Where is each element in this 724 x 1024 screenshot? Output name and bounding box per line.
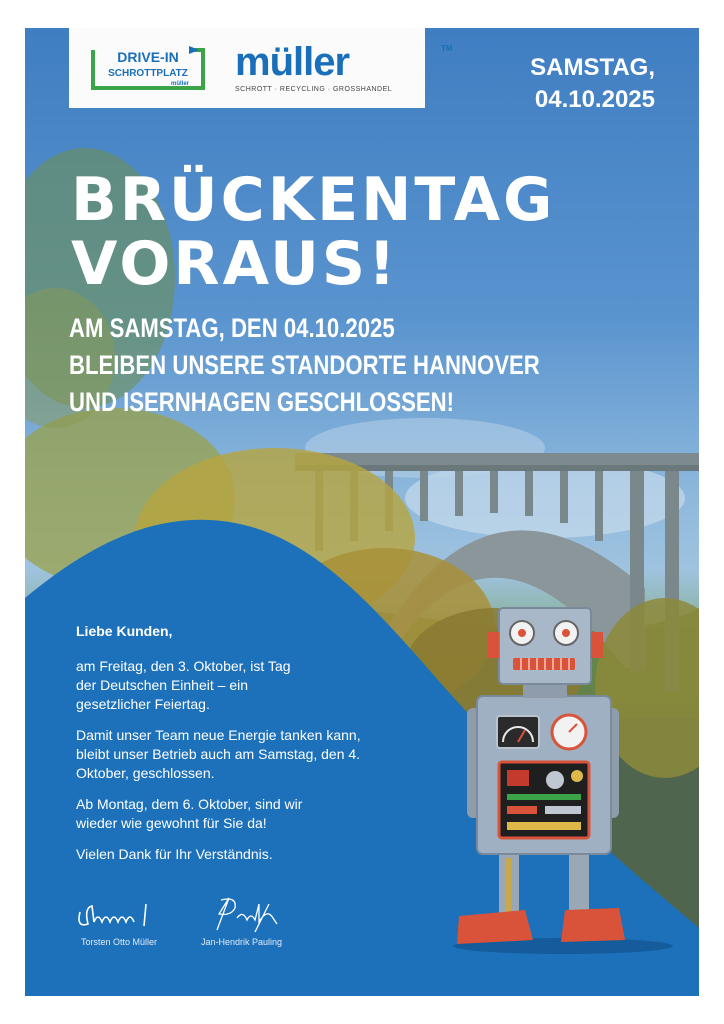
logo-box bbox=[69, 28, 453, 108]
signature-1 bbox=[74, 898, 164, 932]
subhead-line1: AM SAMSTAG, DEN 04.10.2025 bbox=[69, 313, 395, 343]
date-weekday: SAMSTAG, bbox=[530, 54, 655, 81]
headline-line1: BRÜCKENTAG bbox=[71, 165, 556, 235]
mueller-logo: müller bbox=[235, 40, 350, 84]
headline bbox=[71, 165, 556, 299]
mueller-tagline: SCHROTT · RECYCLING · GROSSHANDEL bbox=[235, 86, 393, 93]
schrottplatz-text: SCHROTTPLATZ bbox=[108, 68, 188, 79]
date-value: 04.10.2025 bbox=[534, 86, 655, 113]
subheadline bbox=[69, 310, 659, 421]
poster bbox=[25, 28, 699, 996]
drive-in-text: DRIVE-IN bbox=[117, 49, 179, 65]
letter-paragraph-2: Damit unser Team neue Energie tanken kann, bleibt unser Betrieb auch am Samstag, den 4. Oktober, geschlossen. bbox=[76, 727, 361, 781]
signer-1-name: Torsten Otto Müller bbox=[81, 937, 158, 947]
drive-in-mueller-text: müller bbox=[170, 81, 189, 87]
signer-2-name: Jan-Hendrik Pauling bbox=[201, 937, 283, 947]
letter-paragraph-1: am Freitag, den 3. Oktober, ist Tag der Deutschen Einheit – ein gesetzlicher Feiertag. bbox=[76, 658, 291, 712]
letter-paragraph-3: Ab Montag, dem 6. Oktober, sind wir wieder wie gewohnt für Sie da! bbox=[76, 796, 303, 831]
trademark-mark: TM bbox=[441, 44, 453, 53]
letter-body bbox=[76, 622, 376, 876]
subhead-line2: BLEIBEN UNSERE STANDORTE HANNOVER bbox=[69, 350, 540, 380]
letter-greeting: Liebe Kunden, bbox=[76, 623, 173, 639]
subhead-line3: UND ISERNHAGEN GESCHLOSSEN! bbox=[69, 387, 455, 417]
signature-2 bbox=[207, 894, 297, 934]
date-badge bbox=[530, 52, 655, 116]
letter-thanks: Vielen Dank für Ihr Verständnis. bbox=[76, 846, 273, 862]
drive-in-logo bbox=[89, 44, 207, 92]
headline-line2: VORAUS! bbox=[71, 229, 399, 299]
